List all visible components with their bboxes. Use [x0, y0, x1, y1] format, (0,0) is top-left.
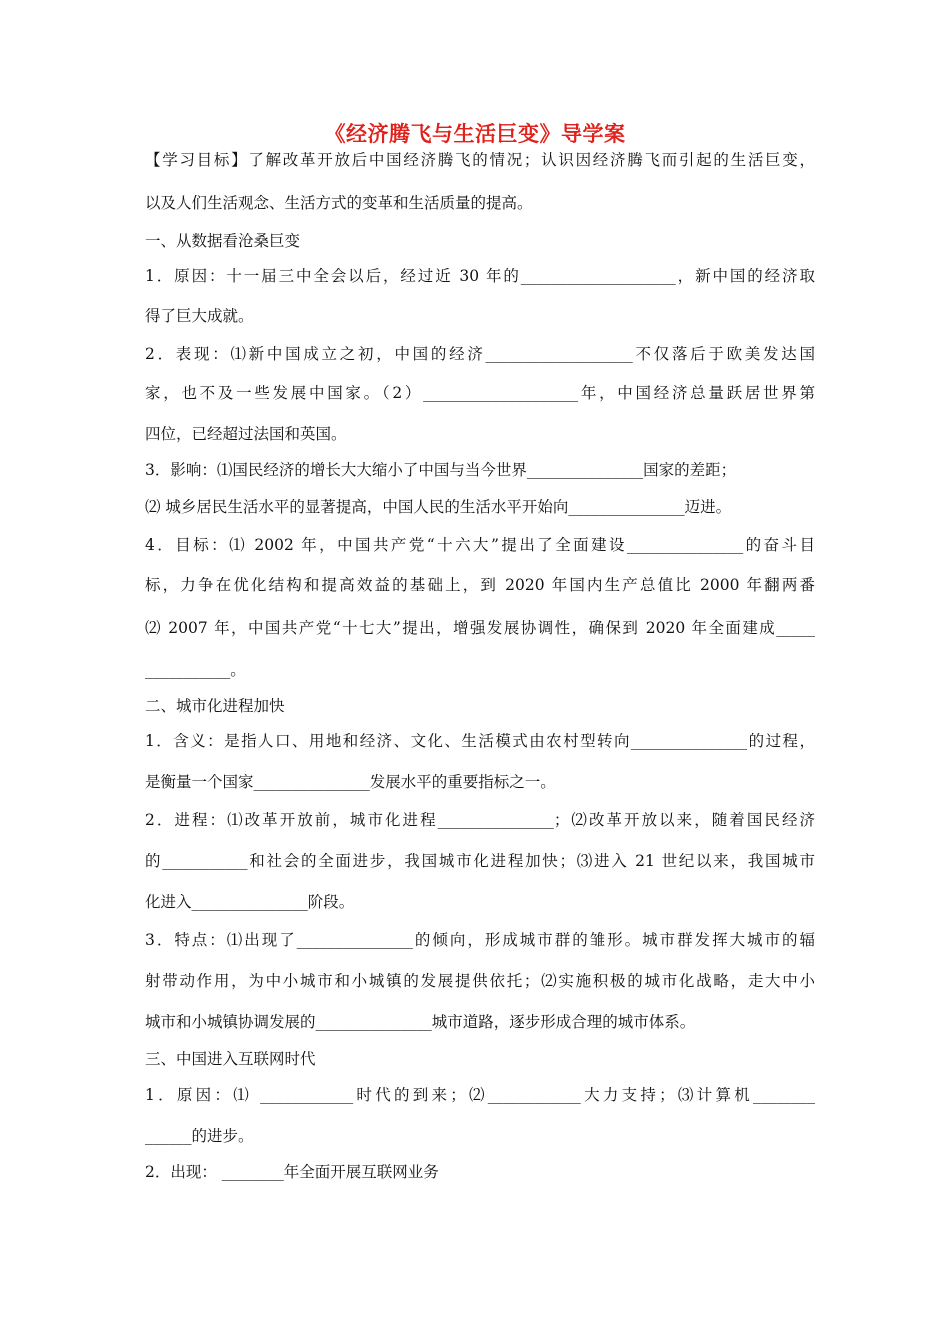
- text-line: ______的进步。: [145, 1127, 254, 1145]
- section-heading-2: 二、城市化进程加快: [145, 697, 285, 715]
- text-line: 是衡量一个国家_______________发展水平的重要指标之一。: [145, 773, 556, 791]
- text-line: 2．进程：⑴改革开放前，城市化进程_______________；⑵改革开放以来，随着国民经济: [145, 811, 815, 829]
- learning-objective-line-1: 【学习目标】了解改革开放后中国经济腾飞的情况；认识因经济腾飞而引起的生活巨变，: [145, 151, 815, 169]
- text-line: 的___________和社会的全面进步，我国城市化进程加快；⑶进入 21 世纪以来，我国城市: [145, 852, 815, 870]
- text-line: 四位，已经超过法国和英国。: [145, 425, 347, 443]
- text-line: 射带动作用，为中小城市和小城镇的发展提供依托；⑵实施积极的城市化战略，走大中小: [145, 972, 815, 990]
- text-line: 标，力争在优化结构和提高效益的基础上，到 2020 年国内生产总值比 2000 年翻两番: [145, 576, 815, 594]
- section-heading-1: 一、从数据看沧桑巨变: [145, 232, 301, 250]
- section-heading-3: 三、中国进入互联网时代: [145, 1050, 316, 1068]
- text-line: 化进入_______________阶段。: [145, 893, 355, 911]
- text-line: 得了巨大成就。: [145, 307, 254, 325]
- text-line: ___________。: [145, 661, 246, 679]
- text-line: 家，也不及一些发展中国家。（2）____________________年，中国经济总量跃居世界第: [145, 384, 815, 402]
- text-line: 1．原因：⑴ ____________时代的到来；⑵____________大力支持；⑶计算机________: [145, 1086, 815, 1104]
- text-line: 4．目标：⑴ 2002 年，中国共产党“十六大”提出了全面建设_______________的奋斗目: [145, 536, 815, 554]
- text-line: 城市和小城镇协调发展的_______________城市道路，逐步形成合理的城市体系。: [145, 1013, 696, 1031]
- text-line: 3．影响：⑴国民经济的增长大大缩小了中国与当今世界_______________国家的差距；: [145, 461, 737, 479]
- text-line: 3．特点：⑴出现了_______________的倾向，形成城市群的雏形。城市群发挥大城市的辐: [145, 931, 815, 949]
- text-line: 1．原因：十一届三中全会以后，经过近 30 年的____________________，新中国的经济取: [145, 267, 815, 285]
- document-title: 《经济腾飞与生活巨变》导学案: [324, 121, 626, 146]
- text-line: 2．表现：⑴新中国成立之初，中国的经济___________________不仅落后于欧美发达国: [145, 345, 815, 363]
- text-line: 1．含义：是指人口、用地和经济、文化、生活模式由农村型转向_______________的过程，: [145, 732, 815, 750]
- text-line: ⑵ 2007 年，中国共产党“十七大”提出，增强发展协调性，确保到 2020 年全面建成_____: [145, 619, 815, 637]
- text-line: 2．出现： ________年全面开展互联网业务: [145, 1163, 439, 1181]
- text-line: ⑵ 城乡居民生活水平的显著提高，中国人民的生活水平开始向_______________迈进。: [145, 498, 732, 516]
- learning-objective-line-2: 以及人们生活观念、生活方式的变革和生活质量的提高。: [145, 194, 533, 212]
